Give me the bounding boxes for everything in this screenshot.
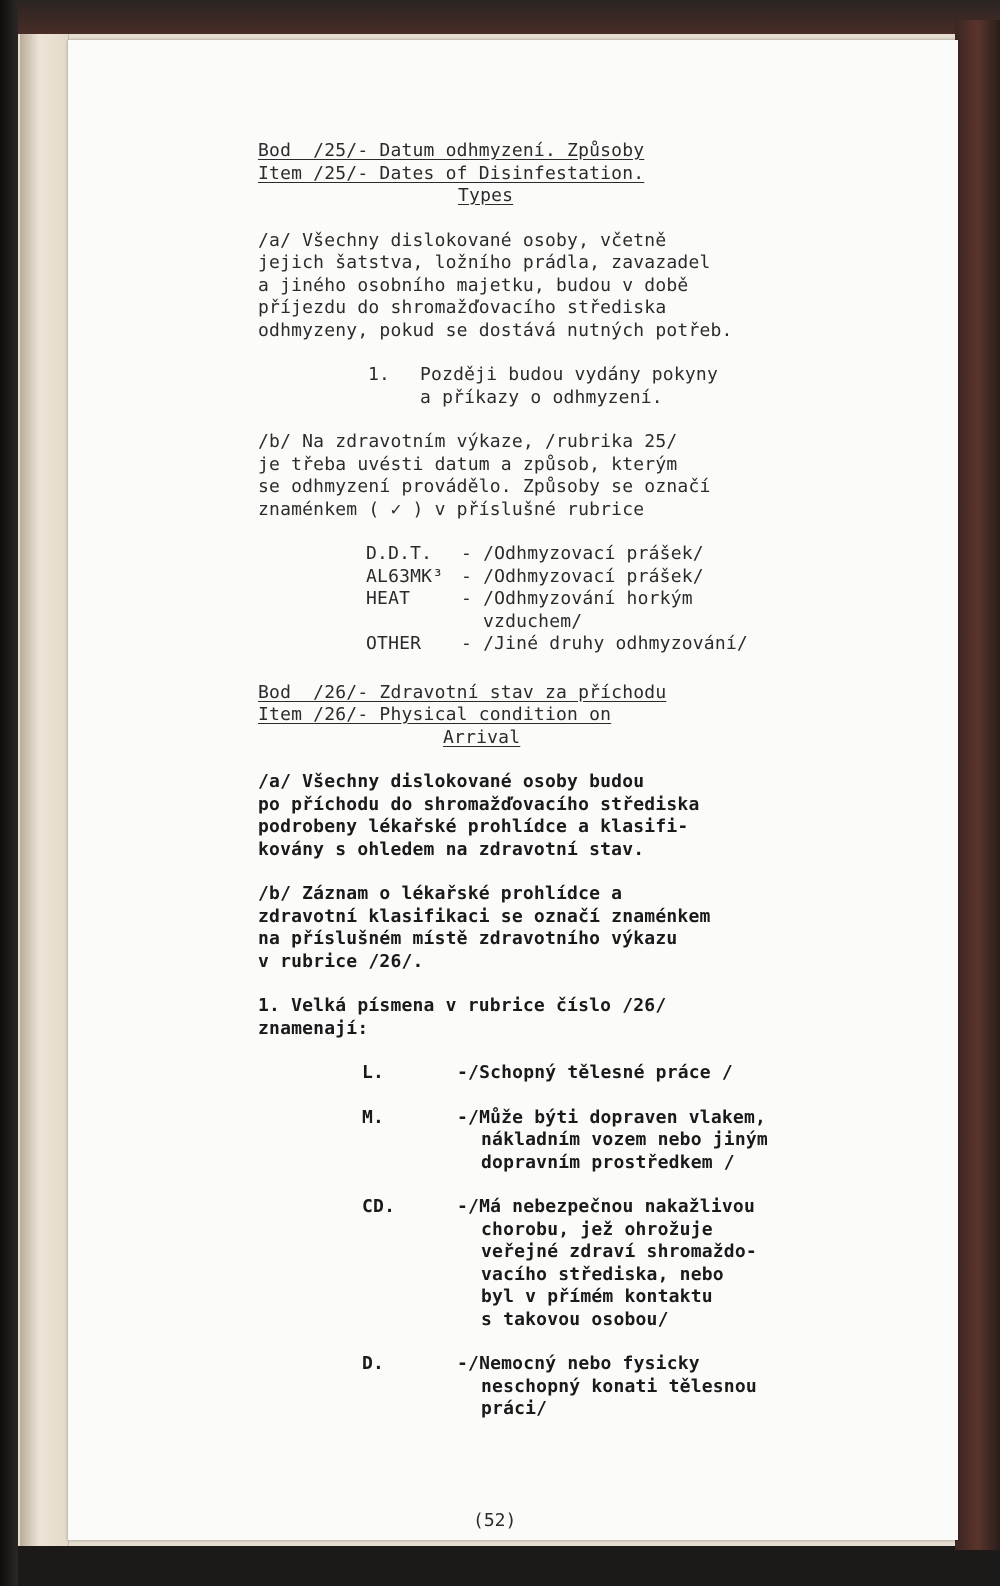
heading-25-cz: Bod /25/- Datum odhmyzení. Způsoby: [258, 140, 645, 161]
heading-26-en: Item /26/- Physical condition on: [258, 704, 612, 725]
classification-row: CD. -/Má nebezpečnou nakažlivou chorobu, jež ohrožuje veřejné zdraví shromaždo- vacího střediska, nebo byl v přímém kontaktu s takovou osobou/: [362, 1196, 757, 1330]
classification-row: L. -/Schopný tělesné práce /: [362, 1062, 733, 1083]
code-row: HEAT - /Odhmyzování horkým vzduchem/: [366, 588, 693, 632]
classification-row: M. -/Může býti dopraven vlakem, nákladním vozem nebo jiným dopravním prostředkem /: [362, 1106, 768, 1173]
document-page: [68, 40, 958, 1540]
disinfestation-codes: [366, 543, 898, 656]
heading-25-en-cont: Types: [458, 185, 514, 206]
paragraph-26-b: /b/ Záznam o lékařské prohlídce a zdravotní klasifikaci se označí znaménkem na příslušném místě zdravotního výkazu v rubrice /26/.: [258, 883, 711, 972]
paragraph-26-a: /a/ Všechny dislokované osoby budou po příchodu do shromažďovacího střediska podrobeny lékařské prohlídce a klasifi- kovány s ohledem na zdravotní stav.: [258, 771, 700, 860]
classification-letters: [350, 1062, 898, 1421]
code-row: OTHER - /Jiné druhy odhmyzování/: [366, 633, 748, 654]
paragraph-25-a: /a/ Všechny dislokované osoby, včetně jejich šatstva, ložního prádla, zavazadel a jiného osobního majetku, budou v době příjezdu do shromažďovacího střediska odhmyzeny, pokud se dostává nutných potřeb.: [258, 229, 733, 341]
classification-row: D. -/Nemocný nebo fysicky neschopný konati tělesnou práci/: [362, 1353, 757, 1419]
list-item-26-1: 1. Velká písmena v rubrice číslo /26/ znamenají:: [258, 995, 667, 1039]
page-content: [258, 140, 898, 1443]
section-25: [258, 140, 898, 656]
book-binding-right: [955, 20, 1000, 1550]
page-edge-strip: [20, 34, 69, 1546]
paragraph-25-b: /b/ Na zdravotním výkaze, /rubrika 25/ je třeba uvésti datum a způsob, kterým se odhmyzení provádělo. Způsoby se označí znaménkem ( ✓ ) v příslušné rubrice: [258, 431, 711, 520]
code-row: AL63MK³ - /Odhmyzovací prášek/: [366, 565, 704, 587]
heading-25-en: Item /25/- Dates of Disinfestation.: [258, 162, 645, 184]
heading-26-cz: Bod /26/- Zdravotní stav za příchodu: [258, 681, 667, 703]
section-26-body: [258, 771, 898, 1421]
section-26: [258, 682, 898, 1421]
book-binding-left: [0, 0, 18, 1586]
list-item-25-1: 1. Později budou vydány pokyny a příkazy o odhmyzení.: [368, 364, 718, 408]
code-row: D.D.T. - /Odhmyzovací prášek/: [366, 543, 704, 564]
page-number: (52): [473, 1510, 517, 1531]
heading-26-en-cont: Arrival: [443, 726, 521, 748]
